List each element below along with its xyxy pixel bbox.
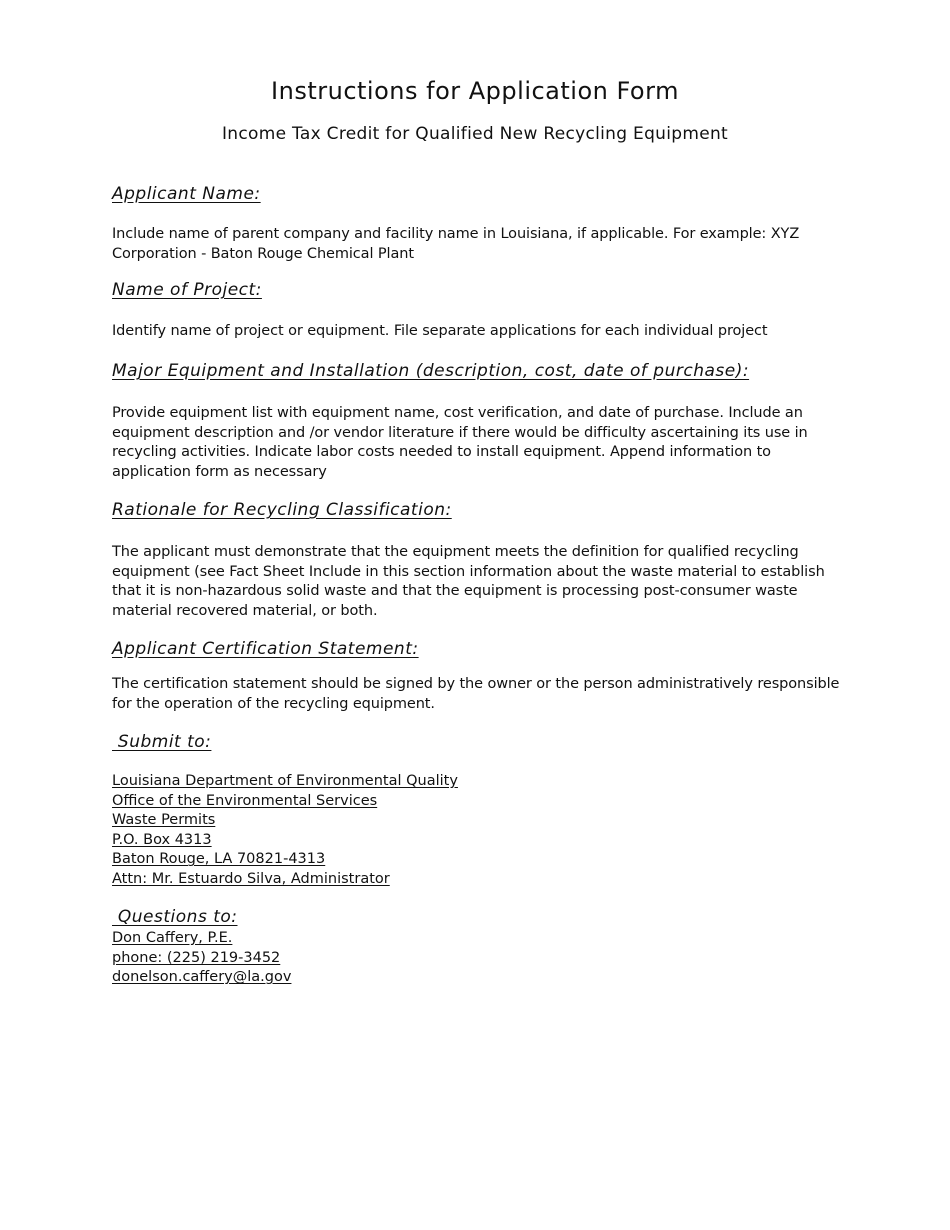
rationale-heading: Rationale for Recycling Classification: <box>112 500 452 520</box>
major-equipment-heading: Major Equipment and Installation (description, cost, date of purchase): <box>112 361 750 381</box>
document-title: Instructions for Application Form <box>271 77 679 105</box>
major-equipment-text: Provide equipment list with equipment name, cost verification, and date of purchase. Include an equipment description and /or vendor literature if there would be difficulty ascertaining its use in recycling activities. Indicate labor costs needed to install equipment. Append information to application form as necessary <box>112 405 808 480</box>
address-line-division: Waste Permits <box>112 812 216 829</box>
project-name-heading: Name of Project: <box>112 280 262 300</box>
submit-address <box>112 772 458 890</box>
address-line-office: Office of the Environmental Services <box>112 792 378 809</box>
applicant-name-heading: Applicant Name: <box>112 184 261 204</box>
submit-heading: Submit to: <box>112 732 212 752</box>
contact-phone: phone: (225) 219-3452 <box>112 949 281 966</box>
project-name-text: Identify name of project or equipment. File separate applications for each individual project <box>112 323 768 339</box>
address-line-attention: Attn: Mr. Estuardo Silva, Administrator <box>112 870 390 887</box>
contact-email-link[interactable]: donelson.caffery@la.gov <box>112 969 292 986</box>
address-line-agency: Louisiana Department of Environmental Quality <box>112 773 458 789</box>
applicant-name-text: Include name of parent company and facility name in Louisiana, if applicable. For example: XYZ Corporation - Baton Rouge Chemical Plant <box>112 226 800 262</box>
contact-name: Don Caffery, P.E. <box>112 930 233 946</box>
certification-heading: Applicant Certification Statement: <box>112 639 419 659</box>
address-line-city: Baton Rouge, LA 70821-4313 <box>112 851 326 868</box>
questions-contact <box>112 929 291 988</box>
certification-text: The certification statement should be signed by the owner or the person administratively responsible for the operation of the recycling equipment. <box>112 676 840 712</box>
document-subtitle: Income Tax Credit for Qualified New Recycling Equipment <box>221 124 729 144</box>
rationale-text: The applicant must demonstrate that the equipment meets the definition for qualified recycling equipment (see Fact Sheet Include in this section information about the waste material to establish that it is non-hazardous solid waste and that the equipment is processing post-consumer waste material recovered material, or both. <box>112 544 825 619</box>
questions-heading: Questions to: <box>112 907 238 927</box>
address-line-po-box: P.O. Box 4313 <box>112 831 212 848</box>
